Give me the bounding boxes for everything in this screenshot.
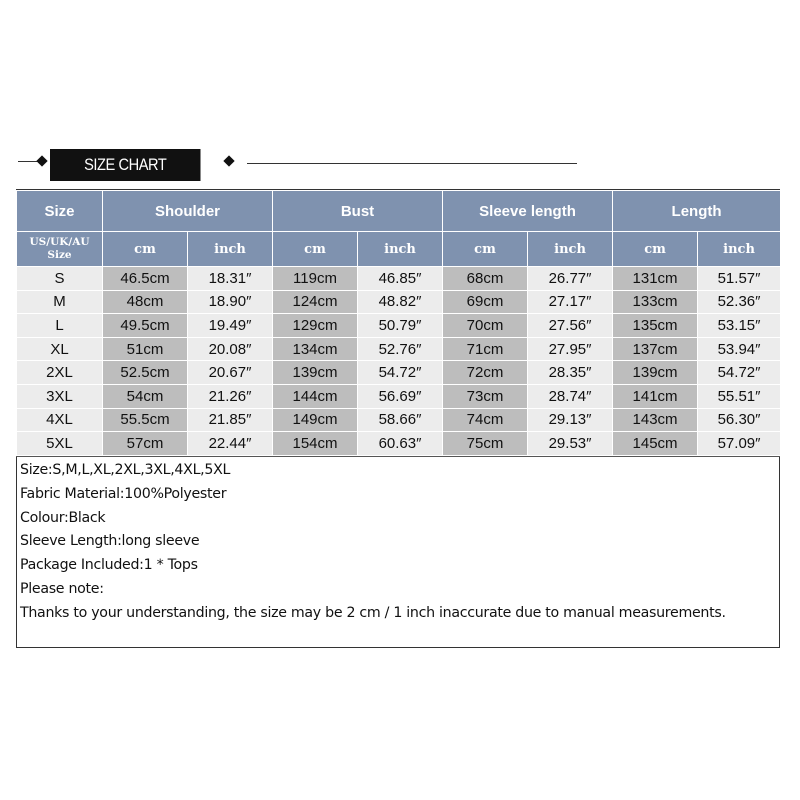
note-sleeve: Sleeve Length:long sleeve xyxy=(20,533,200,550)
banner-title: SIZE CHART xyxy=(84,155,167,174)
cell-bust-cm: 119cm xyxy=(273,267,358,291)
cell-size: 5XL xyxy=(17,432,103,456)
cell-shoulder-cm: 52.5cm xyxy=(103,361,188,385)
unit-size-region: US/UK/AU xyxy=(29,236,90,248)
banner-right-rule xyxy=(247,163,577,164)
cell-sleeve-inch: 26.77″ xyxy=(528,267,613,291)
note-fabric: Fabric Material:100%Polyester xyxy=(20,485,227,502)
cell-sleeve-cm: 68cm xyxy=(443,267,528,291)
cell-shoulder-inch: 21.26″ xyxy=(188,384,273,408)
cell-bust-inch: 46.85″ xyxy=(358,267,443,291)
cell-length-inch: 57.09″ xyxy=(698,432,781,456)
cell-bust-inch: 56.69″ xyxy=(358,384,443,408)
cell-length-inch: 54.72″ xyxy=(698,361,781,385)
cell-length-inch: 56.30″ xyxy=(698,408,781,432)
cell-bust-inch: 60.63″ xyxy=(358,432,443,456)
note-please: Please note: xyxy=(20,580,104,597)
header-length: Length xyxy=(613,191,781,232)
cell-sleeve-cm: 72cm xyxy=(443,361,528,385)
note-colour: Colour:Black xyxy=(20,509,106,526)
cell-sleeve-inch: 27.56″ xyxy=(528,314,613,338)
table-row xyxy=(17,314,781,338)
cell-shoulder-inch: 18.90″ xyxy=(188,290,273,314)
cell-bust-cm: 154cm xyxy=(273,432,358,456)
product-notes xyxy=(20,459,778,626)
cell-size: M xyxy=(17,290,103,314)
cell-sleeve-inch: 27.95″ xyxy=(528,337,613,361)
cell-sleeve-cm: 73cm xyxy=(443,384,528,408)
header-bust: Bust xyxy=(273,191,443,232)
note-size: Size:S,M,L,XL,2XL,3XL,4XL,5XL xyxy=(20,462,231,478)
header-row xyxy=(17,191,781,232)
cell-shoulder-cm: 49.5cm xyxy=(103,314,188,338)
cell-length-inch: 53.15″ xyxy=(698,314,781,338)
cell-length-cm: 145cm xyxy=(613,432,698,456)
cell-length-cm: 143cm xyxy=(613,408,698,432)
cell-size: L xyxy=(17,314,103,338)
cell-shoulder-cm: 55.5cm xyxy=(103,408,188,432)
cell-length-cm: 133cm xyxy=(613,290,698,314)
cell-length-cm: 139cm xyxy=(613,361,698,385)
unit-inch: inch xyxy=(698,232,781,267)
cell-size: S xyxy=(17,267,103,291)
cell-bust-inch: 50.79″ xyxy=(358,314,443,338)
cell-length-cm: 137cm xyxy=(613,337,698,361)
cell-length-cm: 135cm xyxy=(613,314,698,338)
cell-shoulder-inch: 20.08″ xyxy=(188,337,273,361)
table-row xyxy=(17,290,781,314)
cell-bust-cm: 144cm xyxy=(273,384,358,408)
cell-bust-inch: 54.72″ xyxy=(358,361,443,385)
unit-inch: inch xyxy=(528,232,613,267)
cell-bust-cm: 129cm xyxy=(273,314,358,338)
cell-bust-cm: 134cm xyxy=(273,337,358,361)
unit-size-cell xyxy=(17,232,103,267)
cell-shoulder-cm: 57cm xyxy=(103,432,188,456)
cell-bust-cm: 139cm xyxy=(273,361,358,385)
cell-length-inch: 52.36″ xyxy=(698,290,781,314)
unit-inch: inch xyxy=(358,232,443,267)
unit-cm: cm xyxy=(443,232,528,267)
cell-bust-inch: 58.66″ xyxy=(358,408,443,432)
banner-left-diamond xyxy=(36,155,47,166)
cell-sleeve-inch: 29.53″ xyxy=(528,432,613,456)
cell-size: 3XL xyxy=(17,384,103,408)
cell-shoulder-cm: 48cm xyxy=(103,290,188,314)
cell-sleeve-inch: 29.13″ xyxy=(528,408,613,432)
cell-length-inch: 51.57″ xyxy=(698,267,781,291)
table-row xyxy=(17,337,781,361)
cell-sleeve-cm: 69cm xyxy=(443,290,528,314)
cell-bust-cm: 124cm xyxy=(273,290,358,314)
size-chart-banner xyxy=(50,149,201,181)
cell-sleeve-cm: 74cm xyxy=(443,408,528,432)
unit-row xyxy=(17,232,781,267)
table-row xyxy=(17,432,781,456)
cell-size: 2XL xyxy=(17,361,103,385)
cell-shoulder-inch: 20.67″ xyxy=(188,361,273,385)
cell-sleeve-cm: 71cm xyxy=(443,337,528,361)
cell-shoulder-cm: 51cm xyxy=(103,337,188,361)
cell-length-cm: 131cm xyxy=(613,267,698,291)
cell-bust-inch: 52.76″ xyxy=(358,337,443,361)
header-shoulder: Shoulder xyxy=(103,191,273,232)
cell-bust-inch: 48.82″ xyxy=(358,290,443,314)
table-row xyxy=(17,384,781,408)
cell-shoulder-inch: 18.31″ xyxy=(188,267,273,291)
cell-sleeve-inch: 28.35″ xyxy=(528,361,613,385)
cell-shoulder-inch: 19.49″ xyxy=(188,314,273,338)
cell-size: XL xyxy=(17,337,103,361)
cell-length-inch: 55.51″ xyxy=(698,384,781,408)
cell-shoulder-inch: 22.44″ xyxy=(188,432,273,456)
header-size: Size xyxy=(17,191,103,232)
cell-shoulder-cm: 54cm xyxy=(103,384,188,408)
unit-cm: cm xyxy=(103,232,188,267)
unit-inch: inch xyxy=(188,232,273,267)
cell-sleeve-inch: 28.74″ xyxy=(528,384,613,408)
table-row xyxy=(17,408,781,432)
cell-length-inch: 53.94″ xyxy=(698,337,781,361)
note-disclaimer: Thanks to your understanding, the size may be 2 cm / 1 inch inaccurate due to manual measurements. xyxy=(20,604,726,621)
cell-sleeve-inch: 27.17″ xyxy=(528,290,613,314)
unit-cm: cm xyxy=(613,232,698,267)
unit-cm: cm xyxy=(273,232,358,267)
cell-sleeve-cm: 75cm xyxy=(443,432,528,456)
cell-bust-cm: 149cm xyxy=(273,408,358,432)
table-row xyxy=(17,267,781,291)
cell-shoulder-inch: 21.85″ xyxy=(188,408,273,432)
note-package: Package Included:1 * Tops xyxy=(20,557,198,574)
cell-size: 4XL xyxy=(17,408,103,432)
header-sleeve-length: Sleeve length xyxy=(443,191,613,232)
cell-length-cm: 141cm xyxy=(613,384,698,408)
size-table xyxy=(16,190,781,456)
cell-shoulder-cm: 46.5cm xyxy=(103,267,188,291)
cell-sleeve-cm: 70cm xyxy=(443,314,528,338)
unit-size-label: Size xyxy=(47,249,72,261)
notes-divider xyxy=(16,456,780,457)
table-row xyxy=(17,361,781,385)
table-body xyxy=(17,267,781,456)
banner-right-diamond xyxy=(223,155,234,166)
